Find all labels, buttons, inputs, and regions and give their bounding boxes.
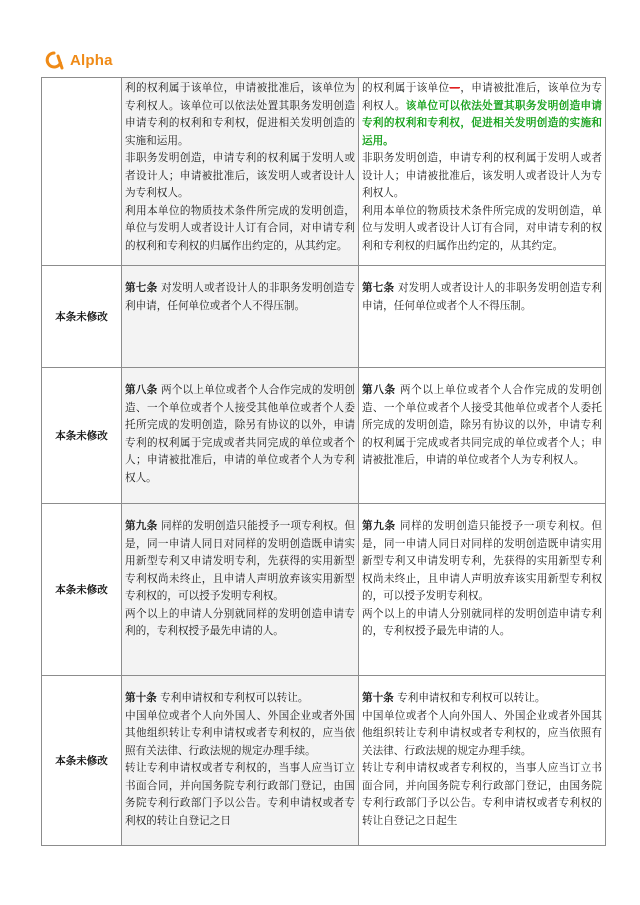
table-row <box>42 676 606 846</box>
article-text: 对发明人或者设计人的非职务发明创造专利申请，任何单位或者个人不得压制。 <box>125 282 356 312</box>
revised-text-cell <box>359 504 606 676</box>
article-text: 专利申请权和专利权可以转让。 <box>160 692 309 704</box>
revised-text-cell <box>359 266 606 368</box>
added-text: 该单位可以依法处置其职务发明创造申请专利的权利和专利权，促进相关发明创造的实施和运用。 <box>362 99 603 147</box>
table-row <box>42 504 606 676</box>
paragraph <box>125 280 355 315</box>
paragraph: 两个以上的申请人分别就同样的发明创造申请专利的，专利权授予最先申请的人。 <box>362 607 602 637</box>
article-text: 同样的发明创造只能授予一项专利权。但是，同一申请人同日对同样的发明创造既申请实用新型专利又申请发明专利，先获得的实用新型专利权尚未终止，且申请人声明放弃该实用新型专利权的，可以授予发明专利权。 <box>362 520 603 602</box>
paragraph <box>362 80 602 150</box>
status-cell: 本条未修改 <box>42 676 122 846</box>
status-cell: 本条未修改 <box>42 504 122 676</box>
article-text: 对发明人或者设计人的非职务发明创造专利申请，任何单位或者个人不得压制。 <box>362 282 603 312</box>
article-number: 第九条 <box>362 520 396 532</box>
article-number: 第七条 <box>362 282 395 294</box>
original-text-cell <box>122 504 359 676</box>
paragraph: 转让专利申请权或者专利权的，当事人应当订立书面合同，并向国务院专利行政部门登记，由国务院专利行政部门予以公告。专利申请权或者专利权的转让自登记之日起生 <box>362 762 602 827</box>
paragraph: 转让专利申请权或者专利权的，当事人应当订立书面合同，并向国务院专利行政部门登记，由国务院专利行政部门予以公告。专利申请权或者专利权的转让自登记之日 <box>125 762 355 827</box>
paragraph: 两个以上的申请人分别就同样的发明创造申请专利的，专利权授予最先申请的人。 <box>125 607 355 637</box>
revised-text-cell <box>359 676 606 846</box>
original-text-cell <box>122 368 359 504</box>
article-number: 第八条 <box>125 384 158 396</box>
table-row <box>42 266 606 368</box>
status-cell: 本条未修改 <box>42 266 122 368</box>
table-row <box>42 78 606 266</box>
paragraph <box>125 518 355 606</box>
article-text: 两个以上单位或者个人合作完成的发明创造、一个单位或者个人接受其他单位或者个人委托所完成的发明创造，除另有协议的以外，申请专利的权利属于完成或者共同完成的单位或者个人；申请被批准后，申请的单位或者个人为专利权人。 <box>125 384 356 484</box>
paragraph <box>362 518 602 606</box>
original-text-cell <box>122 266 359 368</box>
alpha-logo-icon <box>44 50 64 70</box>
original-text-cell <box>122 676 359 846</box>
revised-text-cell <box>359 78 606 266</box>
article-number: 第十条 <box>125 692 157 704</box>
comparison-table <box>41 77 606 846</box>
original-text-cell <box>122 78 359 266</box>
paragraph: 利用本单位的物质技术条件所完成的发明创造，单位与发明人或者设计人订有合同，对申请专利的权利和专利权的归属作出约定的，从其约定。 <box>125 204 355 252</box>
status-cell: 本条未修改 <box>42 368 122 504</box>
article-number: 第七条 <box>125 282 158 294</box>
paragraph: 利用本单位的物质技术条件所完成的发明创造，单位与发明人或者设计人订有合同，对申请专利的权利和专利权的归属作出约定的，从其约定。 <box>362 204 602 252</box>
brand-name: Alpha <box>70 51 113 69</box>
brand-logo <box>44 50 113 70</box>
paragraph <box>362 382 602 470</box>
paragraph: 中国单位或者个人向外国人、外国企业或者外国其他组织转让专利申请权或者专利权的，应当依照有关法律、行政法规的规定办理手续。 <box>125 709 355 757</box>
paragraph <box>125 382 355 487</box>
paragraph <box>125 690 355 708</box>
article-number: 第八条 <box>362 384 396 396</box>
status-cell <box>42 78 122 266</box>
paragraph <box>362 280 602 315</box>
paragraph: 利的权利属于该单位，申请被批准后，该单位为专利权人。该单位可以依法处置其职务发明创造申请专利的权利和专利权，促进相关发明创造的实施和运用。 <box>125 82 355 147</box>
paragraph: 中国单位或者个人向外国人、外国企业或者外国其他组织转让专利申请权或者专利权的，应当依照有关法律、行政法规的规定办理手续。 <box>362 709 602 757</box>
article-text: 同样的发明创造只能授予一项专利权。但是，同一申请人同日对同样的发明创造既申请实用新型专利又申请发明专利，先获得的实用新型专利权尚未终止，且申请人声明放弃该实用新型专利权的，可以授予发明专利权。 <box>125 520 356 602</box>
table-row <box>42 368 606 504</box>
paragraph: 非职务发明创造，申请专利的权利属于发明人或者设计人；申请被批准后，该发明人或者设计人为专利权人。 <box>125 152 355 199</box>
deleted-text: — <box>449 82 460 94</box>
article-number: 第十条 <box>362 692 394 704</box>
article-text: 两个以上单位或者个人合作完成的发明创造、一个单位或者个人接受其他单位或者个人委托所完成的发明创造，除另有协议的以外，申请专利的权利属于完成或者共同完成的单位或者个人；申请被批准后，申请的单位或者个人为专利权人。 <box>362 384 603 466</box>
paragraph <box>362 690 602 708</box>
text-span: ，申请被批准后，该单位为专利权人。 <box>362 82 603 112</box>
text-span: 的权利属于该单位 <box>362 82 450 94</box>
revised-text-cell <box>359 368 606 504</box>
paragraph: 非职务发明创造，申请专利的权利属于发明人或者设计人；申请被批准后，该发明人或者设计人为专利权人。 <box>362 152 602 199</box>
article-number: 第九条 <box>125 520 158 532</box>
article-text: 专利申请权和专利权可以转让。 <box>397 692 546 704</box>
